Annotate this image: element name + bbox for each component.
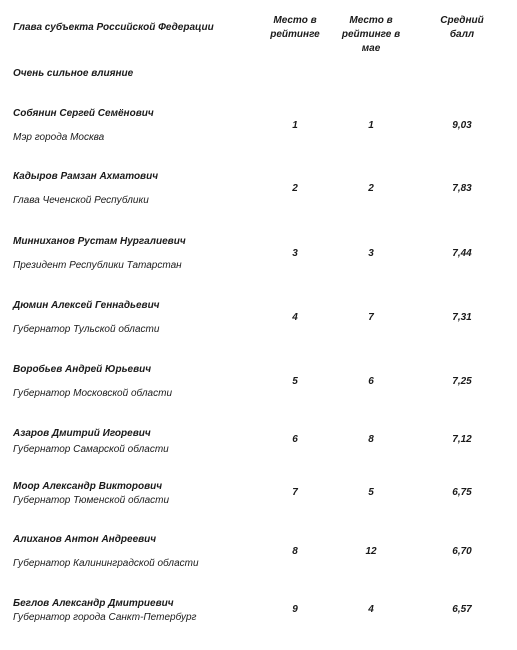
table-row [0,590,517,650]
governor-name: Минниханов Рустам Нургалиевич [13,236,186,247]
header-may-rank-column: Место в рейтинге в мае [341,15,401,54]
average-score-value: 7,83 [452,183,472,194]
table-row [0,292,517,352]
may-rank-value: 2 [368,183,374,194]
rank-value: 1 [292,120,298,131]
governor-position: Глава Чеченской Республики [13,195,149,206]
average-score-value: 7,25 [452,376,472,387]
table-row [0,528,517,588]
governor-position: Губернатор Калининградской области [13,558,199,569]
rank-value: 4 [292,312,298,323]
rank-value: 3 [292,248,298,259]
may-rank-value: 3 [368,248,374,259]
governor-name: Азаров Дмитрий Игоревич [13,428,151,439]
table-row [0,100,517,160]
governor-name: Собянин Сергей Семёнович [13,108,154,119]
average-score-value: 7,44 [452,248,472,259]
rank-value: 6 [292,434,298,445]
rank-value: 7 [292,487,298,498]
average-score-value: 7,31 [452,312,472,323]
may-rank-value: 12 [365,546,377,557]
governor-position: Губернатор Тульской области [13,324,160,335]
governor-name: Алиханов Антон Андреевич [13,534,157,545]
header-name-column: Глава субъекта Российской Федерации [13,22,214,33]
may-rank-value: 5 [368,487,374,498]
may-rank-value: 8 [368,434,374,445]
may-rank-value: 6 [368,376,374,387]
table-row [0,163,517,223]
header-rank-column: Место в рейтинге [270,15,320,40]
governor-name: Воробьев Андрей Юрьевич [13,364,152,375]
table-row [0,420,517,480]
governor-position: Губернатор Тюменской области [13,495,170,506]
rank-value: 2 [292,183,298,194]
governor-position: Губернатор Московской области [13,388,173,399]
may-rank-value: 4 [368,604,374,615]
governor-position: Президент Республики Татарстан [13,260,182,271]
may-rank-value: 7 [368,312,374,323]
section-title: Очень сильное влияние [13,68,134,79]
table-row [0,228,517,288]
rank-value: 9 [292,604,298,615]
governor-position: Мэр города Москва [13,132,105,143]
may-rank-value: 1 [368,120,374,131]
governor-position: Губернатор Самарской области [13,444,169,455]
average-score-value: 6,57 [452,604,472,615]
rank-value: 5 [292,376,298,387]
header-average-score-column: Средний балл [440,15,484,40]
table-row [0,473,517,533]
governor-name: Дюмин Алексей Геннадьевич [13,300,160,311]
governor-name: Кадыров Рамзан Ахматович [13,171,159,182]
rank-value: 8 [292,546,298,557]
average-score-value: 6,70 [452,546,472,557]
average-score-value: 7,12 [452,434,472,445]
governor-name: Моор Александр Викторович [13,481,163,492]
table-row [0,356,517,416]
governor-name: Беглов Александр Дмитриевич [13,598,174,609]
governor-position: Губернатор города Санкт-Петербург [13,612,197,623]
average-score-value: 6,75 [452,487,472,498]
average-score-value: 9,03 [452,120,472,131]
